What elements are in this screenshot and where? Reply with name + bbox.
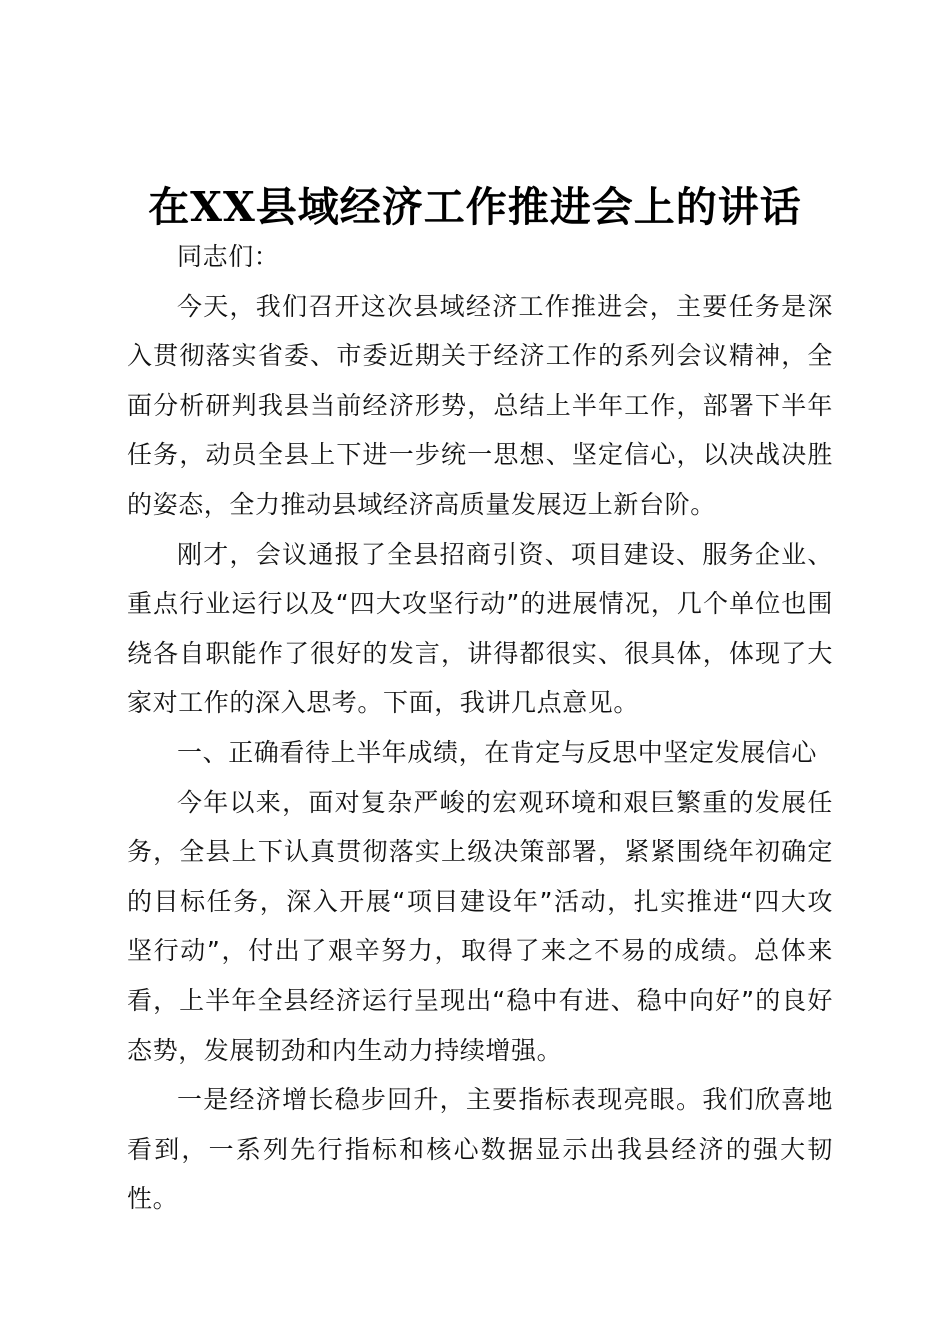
salutation: 同志们： (177, 242, 280, 271)
paragraph-first-half-review: 今年以来，面对复杂严峻的宏观环境和艰巨繁重的发展任务，全县上下认真贯彻落实上级决策部署，紧紧围绕年初确定的目标任务，深入开展“项目建设年”活动，扎实推进“四大攻坚行动”，付出了艰辛努力，取得了来之不易的成绩。总体来看，上半年全县经济运行呈现出“稳中有进、稳中向好”的良好态势，发展韧劲和内生动力持续增强。 (127, 787, 833, 1065)
document-title: 在XX县域经济工作推进会上的讲话 (148, 183, 802, 231)
document-body (127, 232, 833, 1224)
section-heading: 一、正确看待上半年成绩，在肯定与反思中坚定发展信心 (177, 737, 818, 767)
paragraph-meeting-summary: 刚才，会议通报了全县招商引资、项目建设、服务企业、重点行业运行以及“四大攻坚行动”的进展情况，几个单位也围绕各自职能作了很好的发言，讲得都很实、很具体，体现了大家对工作的深入思考。下面，我讲几点意见。 (127, 539, 833, 718)
paragraph-intro: 今天，我们召开这次县域经济工作推进会，主要任务是深入贯彻落实省委、市委近期关于经济工作的系列会议精神，全面分析研判我县当前经济形势，总结上半年工作，部署下半年任务，动员全县上下进一步统一思想、坚定信心，以决战决胜的姿态，全力推动县域经济高质量发展迈上新台阶。 (127, 291, 833, 519)
paragraph-economic-growth: 一是经济增长稳步回升，主要指标表现亮眼。我们欣喜地看到，一系列先行指标和核心数据显示出我县经济的强大韧性。 (127, 1085, 833, 1214)
